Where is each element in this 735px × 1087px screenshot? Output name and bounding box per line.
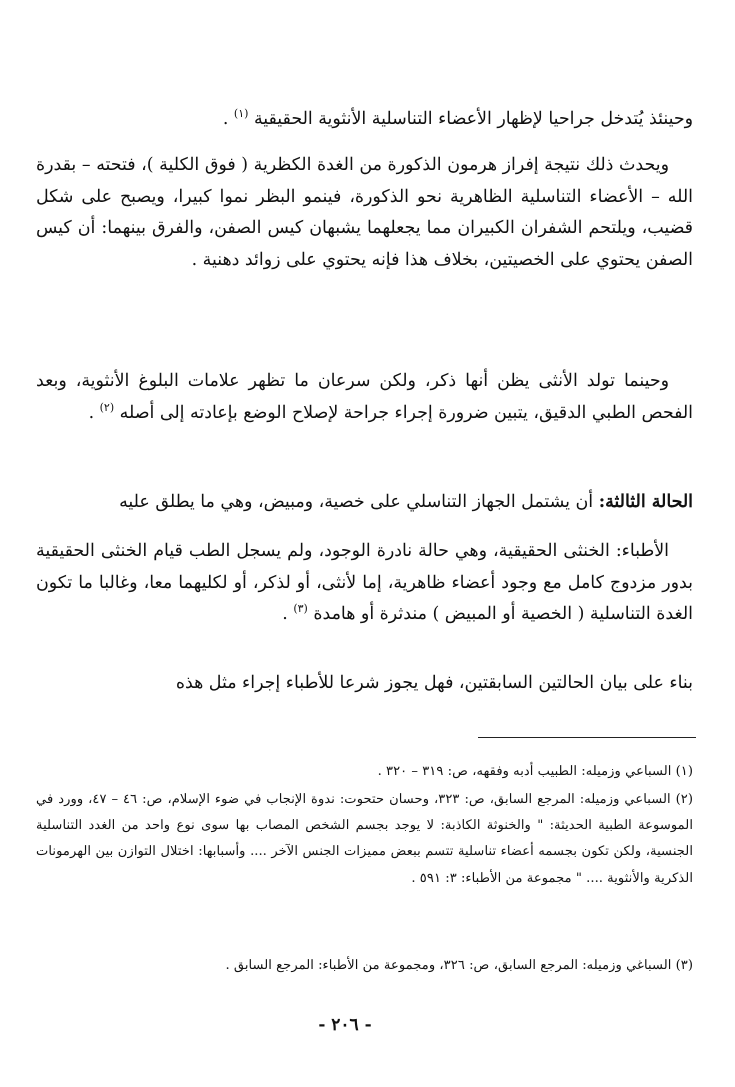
paragraph-2-text: ويحدث ذلك نتيجة إفراز هرمون الذكورة من الغدة الكظرية ( فوق الكلية )، فتحته – بقدرة الله – الأعضاء التناسلية الظاهرية نحو الذكورة، فينمو البظر نموا كبيرا، ويصبح على شكل قضيب، ويلتحم الشفران الكبيران مما يجعلهما يشبهان كيس الصفن، والفرق بينهما: أن كيس الصفن يحتوي على الخصيتين، بخلاف هذا فإنه يحتوي على زوائد دهنية . [36, 155, 693, 270]
paragraph-5 [36, 536, 693, 631]
paragraph-6-text: بناء على بيان الحالتين السابقتين، فهل يجوز شرعا للأطباء إجراء مثل هذه [175, 673, 693, 693]
footnote-separator [478, 737, 696, 738]
footnote-ref-2: (٢) [99, 400, 115, 414]
footnote-ref-1: (١) [233, 107, 249, 121]
footnote-1-text: (١) السباعي وزميله: الطبيب أدبه وفقهه، ص: ٣١٩ – ٣٢٠ . [377, 764, 693, 779]
footnote-ref-3: (٣) [293, 602, 308, 616]
paragraph-5-text: الأطباء: الخنثى الحقيقية، وهي حالة نادرة الوجود، ولم يسجل الطب قيام الخنثى الحقيقية بدور مزدوج كامل مع وجود أعضاء ظاهرية، إما لأنثى، أو لذكر، أو لكليهما معا، وغالبا ما تكون الغدة التناسلية ( الخصية أو المبيض ) مندثرة أو هامدة [36, 541, 693, 625]
footnote-3-text: (٣) السباغي وزميله: المرجع السابق، ص: ٣٢٦، ومجموعة من الأطباء: المرجع السابق . [225, 958, 693, 973]
paragraph-4 [36, 487, 693, 519]
footnote-3 [36, 953, 693, 979]
case-three-label: الحالة الثالثة: [598, 492, 693, 512]
footnote-2-text: (٢) السباعي وزميله: المرجع السابق، ص: ٣٢٣، وحسان حتحوت: ندوة الإنجاب في ضوء الإسلام، ص: ٤٦ – ٤٧، وورد في الموسوعة الطبية الحديثة: " والخنوثة الكاذبة: لا يوجد بجسم الشخص المصاب بها سوى نوع واحد من الغدد التناسلية الجنسية، ولكن تكون بجسمه أعضاء تناسلية تتسم ببعض مميزات الجنس الآخر .... وأسبابها: اختلال التوازن بين الهرمونات الذكرية والأنثوية .... " مجموعة من الأطباء: ٣: ٥٩١ . [36, 792, 694, 886]
paragraph-1 [36, 104, 693, 136]
paragraph-3 [36, 366, 693, 429]
paragraph-6 [36, 668, 693, 700]
paragraph-4-text: أن يشتمل الجهاز التناسلي على خصية، ومبيض، وهي ما يطلق عليه [119, 492, 594, 512]
paragraph-1-text: وحينئذ يُتدخل جراحيا لإظهار الأعضاء التناسلية الأنثوية الحقيقية [253, 109, 693, 129]
paragraph-1-end: . [222, 109, 229, 129]
paragraph-3-end: . [88, 402, 95, 423]
footnote-2 [36, 787, 693, 892]
paragraph-2 [36, 150, 693, 276]
paragraph-5-end: . [282, 604, 288, 625]
paragraph-3-text: وحينما تولد الأنثى يظن أنها ذكر، ولكن سرعان ما تظهر علامات البلوغ الأنثوية، وبعد الفحص الطبي الدقيق، يتبين ضرورة إجراء جراحة لإصلاح الوضع بإعادته إلى أصله [36, 371, 693, 423]
page-number: - ٢٠٦ - [318, 1015, 372, 1035]
footnote-1 [36, 759, 693, 785]
